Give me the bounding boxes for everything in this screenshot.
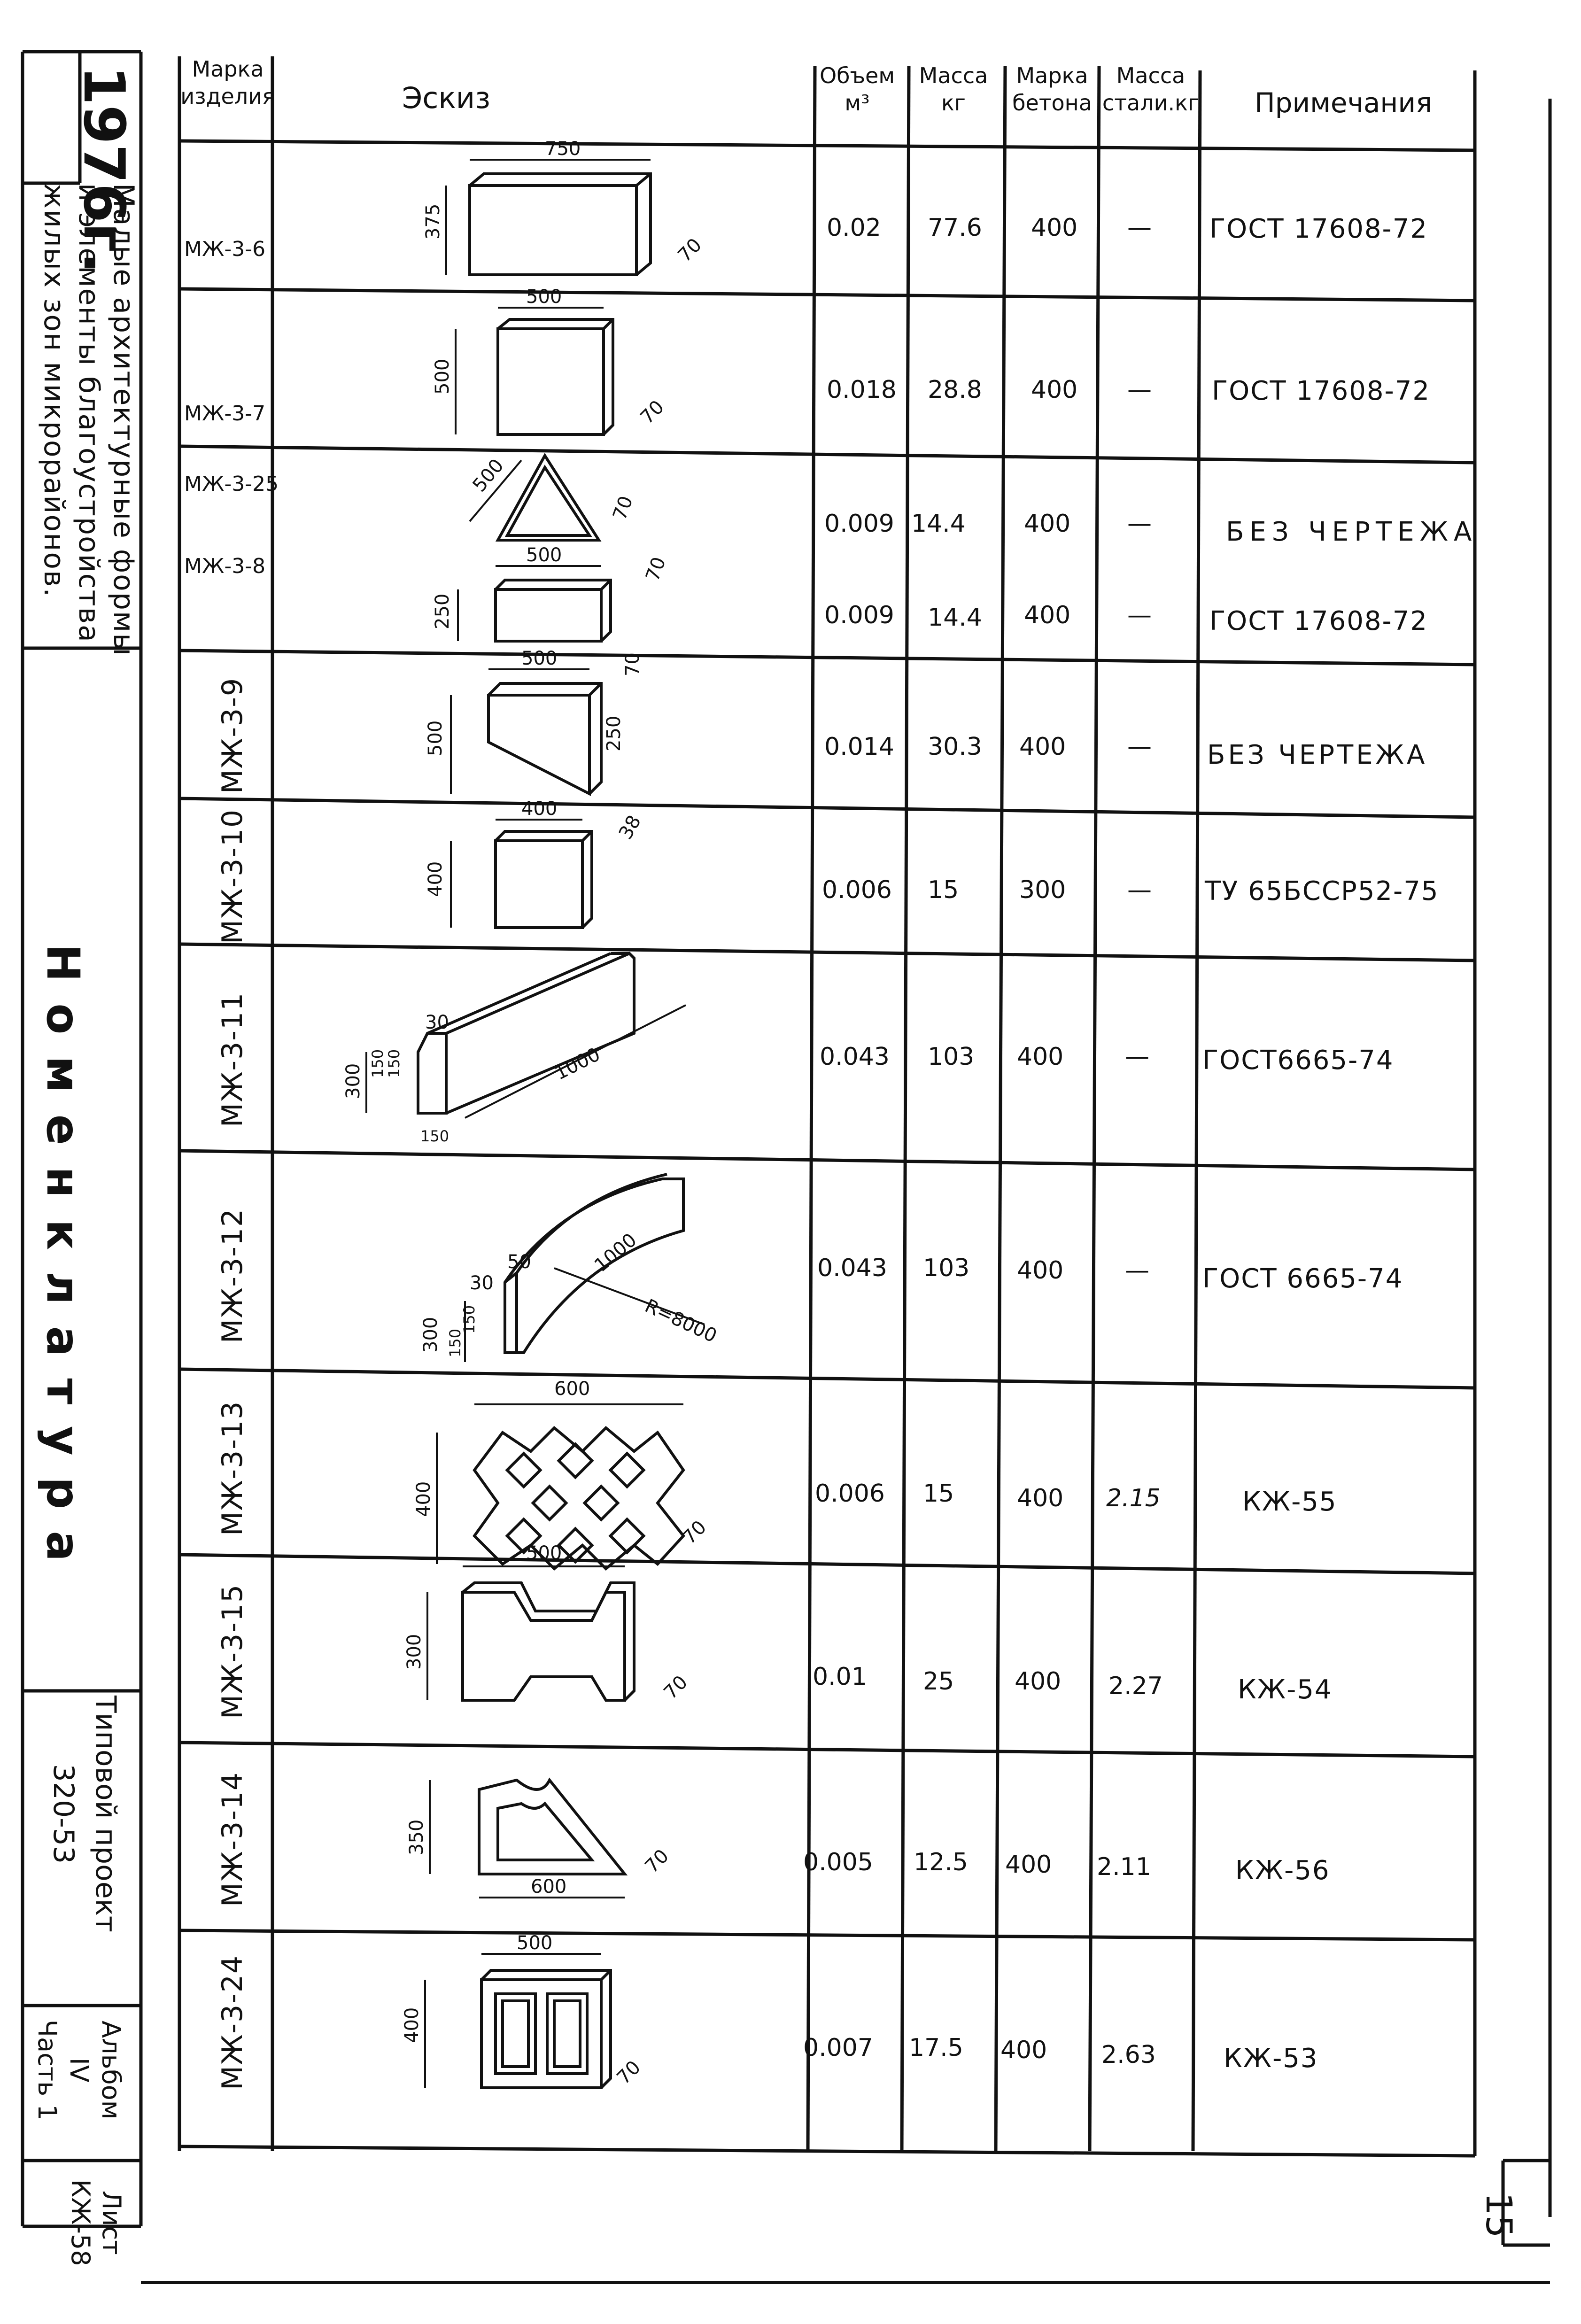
product-mark: МЖ-3-7 [184,402,266,426]
dim-label: 500 [468,455,508,496]
dim-label: 250 [432,593,453,629]
album-info [31,2020,127,2121]
sheet-info [65,2179,127,2266]
dim-label: 1000 [551,1043,604,1085]
sketch-mzh-3-14 [430,1780,625,1898]
product-mark: МЖ-3-11 [216,992,249,1127]
product-mark: МЖ-3-15 [216,1583,249,1719]
dim-label: 150 [420,1127,450,1145]
dim-label: 150 [369,1049,387,1078]
header-sketch: Эскиз [402,81,491,115]
steel-mass: 2.63 [1101,2041,1156,2069]
drawing-title [37,183,141,657]
dim-label: 70 [678,1516,711,1549]
concrete-grade: 400 [1019,733,1066,761]
note: БЕЗ ЧЕРТЕЖА [1207,740,1428,770]
dim-label: 300 [420,1317,442,1353]
dim-label: 70 [642,554,670,584]
steel-mass: — [1127,733,1152,761]
mass-value: 30.3 [928,733,982,761]
title-line: жилых зон микрорайонов. [38,183,70,598]
concrete-grade: 400 [1024,601,1071,629]
dim-label: 375 [422,203,444,240]
volume-value: 0.014 [824,733,894,761]
sketch-mzh-3-9 [451,669,601,794]
steel-mass: — [1125,1256,1149,1285]
dim-label: 150 [446,1328,464,1357]
header-volume: Объем м³ [819,63,895,116]
volume-value: 0.043 [817,1254,887,1282]
mass-value: 15 [928,876,959,904]
mass-value: 28.8 [928,376,982,404]
steel-mass: — [1127,601,1152,629]
sheet-label: Лист [97,2190,126,2255]
dim-label: 70 [609,493,637,523]
concrete-grade: 400 [1024,510,1071,538]
dim-label: 500 [425,720,446,756]
note: БЕЗ ЧЕРТЕЖА [1226,517,1478,547]
title-line: и элементы благоустройства [72,183,105,643]
volume-value: 0.01 [813,1663,867,1691]
product-mark: МЖ-3-24 [216,1954,249,2090]
mass-value: 14.4 [928,604,982,632]
sketch-mzh-3-12 [465,1174,705,1362]
page-number: 15 [1478,2192,1520,2238]
dim-label: 1000 [590,1229,641,1277]
note: ГОСТ 17608-72 [1209,214,1428,244]
project-label: Типовой проект [89,1696,122,1932]
steel-mass: — [1127,214,1152,242]
dim-label: 70 [659,1671,692,1704]
volume-value: 0.02 [827,214,881,242]
year: 1976г. [71,66,136,274]
dim-label: 500 [526,286,562,308]
steel-mass: — [1125,1043,1149,1071]
volume-value: 0.007 [803,2034,873,2062]
note: ГОСТ6665-74 [1202,1045,1394,1076]
note: КЖ-56 [1235,1855,1330,1886]
mass-value: 15 [923,1480,954,1508]
dim-label: 400 [521,798,558,820]
product-mark: МЖ-3-12 [216,1208,249,1343]
dim-label: 400 [413,1481,434,1517]
product-mark: МЖ-3-9 [216,677,249,794]
volume-value: 0.018 [827,376,897,404]
dim-label: 600 [531,1876,567,1898]
dim-label: 250 [603,715,625,751]
sketch-mzh-3-15 [427,1566,634,1700]
volume-value: 0.005 [803,1848,873,1876]
project-number: 320-53 [47,1764,80,1864]
table-bottom [179,2146,1475,2156]
steel-mass: — [1127,510,1152,538]
product-mark: МЖ-3-14 [216,1771,249,1907]
product-mark: МЖ-3-8 [184,554,266,578]
volume-value: 0.043 [820,1043,890,1071]
steel-mass: 2.11 [1097,1853,1151,1881]
header-mass: Масса кг [919,63,988,116]
sketch-mzh-3-6 [446,160,651,275]
album-part: Часть 1 [32,2020,62,2121]
dim-label: 70 [622,652,643,676]
dim-label: 500 [521,648,558,669]
dim-label: 30 [470,1272,494,1294]
concrete-grade: 400 [1017,1043,1064,1071]
title-line: Малые архитектурные формы [107,183,140,657]
mass-value: 17.5 [909,2034,963,2062]
project-info [42,1696,127,1932]
mass-value: 103 [928,1043,975,1071]
product-mark: МЖ-3-6 [184,237,266,261]
dim-label: 70 [641,1845,674,1878]
dim-label: 500 [526,544,562,566]
concrete-grade: 400 [1031,376,1078,404]
album-label: Альбом [96,2021,126,2120]
concrete-grade: 400 [1017,1256,1064,1285]
dim-label: 600 [554,1378,590,1400]
album-number: IV [64,2057,94,2083]
sketch-mzh-3-8 [458,566,611,641]
dim-label: 500 [517,1932,553,1954]
dim-label: 70 [636,396,669,429]
mass-value: 14.4 [911,510,966,538]
header-mark: Марка изделия [180,56,275,109]
header-steel: Масса стали.кг [1102,63,1200,116]
header-concrete: Марка бетона [1012,63,1092,116]
concrete-grade: 300 [1019,876,1066,904]
sketch-mzh-3-11 [366,953,686,1118]
note: ТУ 65БССР52-75 [1205,876,1439,906]
dimension-labels [342,138,720,2089]
volume-value: 0.009 [824,601,894,629]
steel-mass: — [1127,376,1152,404]
volume-value: 0.006 [815,1480,885,1508]
dim-label: 300 [403,1634,425,1670]
concrete-grade: 400 [1005,1851,1052,1879]
dim-label: 300 [342,1063,364,1099]
mass-value: 12.5 [914,1848,968,1876]
dim-label: 30 [425,1012,449,1033]
mass-value: 25 [923,1667,954,1696]
note: КЖ-54 [1238,1674,1333,1705]
dim-label: 150 [460,1305,478,1334]
dim-label: 750 [545,138,581,160]
mass-value: 103 [923,1254,970,1282]
dim-label: 50 [507,1251,531,1273]
volume-value: 0.009 [824,510,894,538]
concrete-grade: 400 [1031,214,1078,242]
note: ГОСТ 6665-74 [1202,1263,1403,1294]
steel-mass: — [1127,876,1152,904]
dim-label: 70 [674,234,706,267]
sheet-title: Номенклатура [37,944,89,1583]
sketch-mzh-3-10 [451,820,592,928]
product-mark: МЖ-3-25 [184,472,279,496]
dim-label: R=8000 [641,1295,721,1347]
dim-label: 38 [614,811,646,843]
concrete-grade: 400 [1017,1484,1064,1512]
dim-label: 400 [425,861,446,897]
steel-mass: 2.15 [1106,1484,1161,1512]
note: КЖ-53 [1224,2043,1318,2074]
concrete-grade: 400 [1000,2036,1047,2064]
product-mark: МЖ-3-13 [216,1400,249,1536]
note: ГОСТ 17608-72 [1212,376,1430,406]
sketch-mzh-3-24 [425,1954,611,2088]
note: ГОСТ 17608-72 [1209,606,1428,636]
header-notes: Примечания [1255,87,1432,119]
product-mark: МЖ-3-10 [216,808,249,944]
note: КЖ-55 [1242,1487,1337,1517]
dim-label: 350 [406,1819,427,1855]
mass-value: 77.6 [928,214,982,242]
sheet-number: КЖ-58 [66,2179,95,2266]
volume-value: 0.006 [822,876,892,904]
dim-label: 500 [432,358,453,395]
concrete-grade: 400 [1015,1667,1062,1696]
dim-label: 70 [612,2056,645,2089]
dim-label: 500 [526,1542,562,1564]
dim-label: 400 [401,2007,423,2043]
dim-label: 150 [385,1049,403,1078]
sketch-mzh-3-7 [456,308,613,434]
steel-mass: 2.27 [1108,1672,1163,1700]
